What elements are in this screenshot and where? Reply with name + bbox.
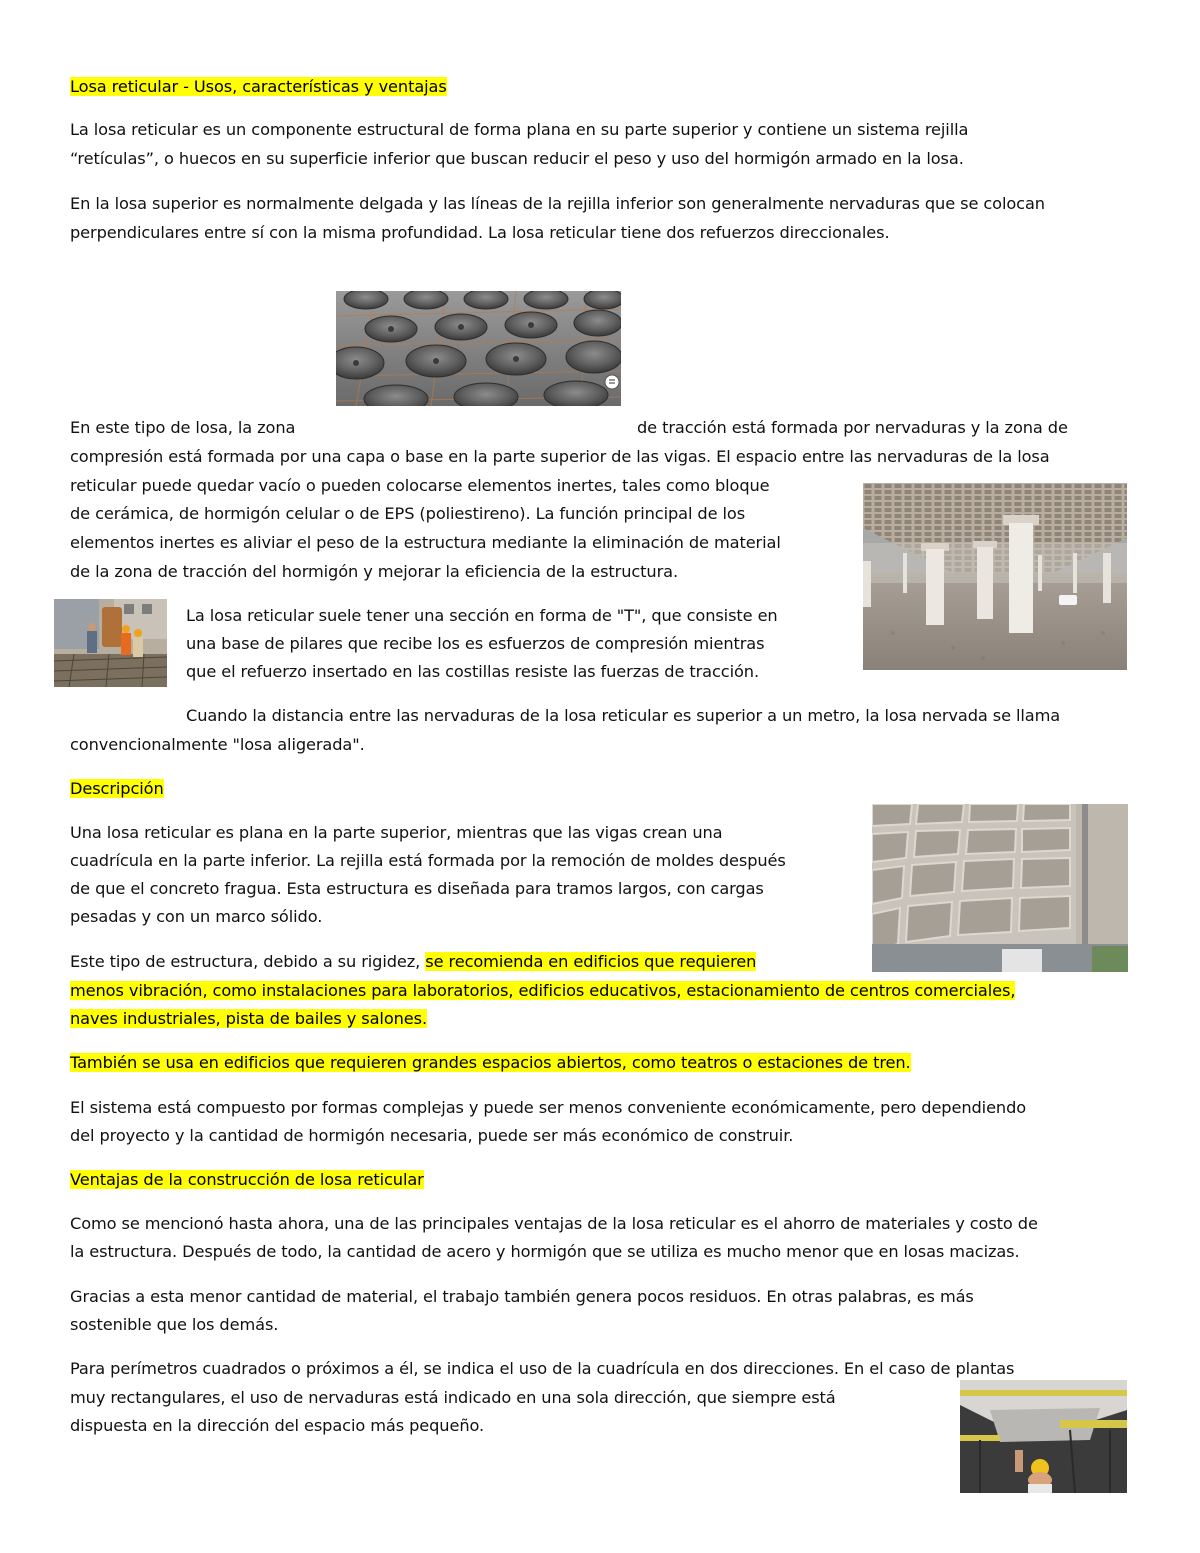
para3-line-6: de la zona de tracción del hormigón y mejorar la eficiencia de la estructura.	[70, 562, 678, 581]
sistema-line-2: del proyecto y la cantidad de hormigón necesaria, puede ser más económico de construir.	[70, 1126, 794, 1145]
para2-line-2: perpendiculares entre sí con la misma profundidad. La losa reticular tiene dos refuerzos direccionales.	[70, 223, 890, 242]
uso-line-2	[70, 976, 1015, 1005]
uso-line-1-highlight: se recomienda en edificios que requieren	[425, 952, 757, 971]
uso-line-1-plain: Este tipo de estructura, debido a su rigidez,	[70, 952, 426, 971]
uso-line-2-highlight: menos vibración, como instalaciones para laboratorios, edificios educativos, estacionamiento de centros comerciales,	[70, 981, 1016, 1000]
desc-line-4: pesadas y con un marco sólido.	[70, 907, 323, 926]
waffle-ceiling-illustration	[872, 804, 1128, 972]
ventajas3-line-1: Para perímetros cuadrados o próximos a él, se indica el uso de la cuadrícula en dos direcciones. En el caso de plantas	[70, 1359, 1015, 1378]
tambien-line	[70, 1048, 911, 1077]
domes-formwork-illustration	[336, 291, 621, 406]
waffle-slab-columns-illustration	[863, 483, 1127, 670]
para3-line-1b: de tracción está formada por nervaduras y la zona de	[637, 418, 1068, 437]
para3-line-4: de cerámica, de hormigón celular o de EPS (poliestireno). La función principal de los	[70, 504, 746, 523]
title-highlight: Losa reticular - Usos, características y ventajas	[70, 77, 447, 96]
para3-line-2: compresión está formada por una capa o base en la parte superior de las vigas. El espacio entre las nervaduras de la losa	[70, 447, 1050, 466]
para4-line-2: una base de pilares que recibe los es esfuerzos de compresión mientras	[186, 634, 765, 653]
uso-line-3	[70, 1004, 427, 1033]
construction-workers-illustration	[54, 599, 167, 687]
para3-line-1a: En este tipo de losa, la zona	[70, 418, 296, 437]
desc-line-2: cuadrícula en la parte inferior. La rejilla está formada por la remoción de moldes después	[70, 851, 786, 870]
para4-line-1: La losa reticular suele tener una sección en forma de "T", que consiste en	[186, 606, 778, 625]
domes-formwork-image	[336, 291, 621, 406]
desc-line-3: de que el concreto fragua. Esta estructura es diseñada para tramos largos, con cargas	[70, 879, 764, 898]
workers-under-slab-illustration	[960, 1380, 1127, 1493]
ventajas2-line-1: Gracias a esta menor cantidad de material, el trabajo también genera pocos residuos. En otras palabras, es más	[70, 1287, 974, 1306]
intro-line-2: “retículas”, o huecos en su superficie inferior que buscan reducir el peso y uso del hormigón armado en la losa.	[70, 149, 964, 168]
ventajas3-line-2: muy rectangulares, el uso de nervaduras está indicado en una sola dirección, que siempre está	[70, 1388, 836, 1407]
heading-ventajas	[70, 1165, 424, 1194]
para3-line-5: elementos inertes es aliviar el peso de la estructura mediante la eliminación de material	[70, 533, 781, 552]
ventajas-highlight: Ventajas de la construcción de losa reticular	[70, 1170, 424, 1189]
document-title	[70, 72, 447, 101]
uso-line-3-highlight: naves industriales, pista de bailes y salones.	[70, 1009, 428, 1028]
tambien-highlight: También se usa en edificios que requieren grandes espacios abiertos, como teatros o estaciones de tren.	[70, 1053, 911, 1072]
desc-line-1: Una losa reticular es plana en la parte superior, mientras que las vigas crean una	[70, 823, 723, 842]
construction-workers-image	[54, 599, 167, 687]
heading-descripcion	[70, 774, 164, 803]
para2-line-1: En la losa superior es normalmente delgada y las líneas de la rejilla inferior son generalmente nervaduras que se colocan	[70, 194, 1045, 213]
ventajas1-line-1: Como se mencionó hasta ahora, una de las principales ventajas de la losa reticular es el ahorro de materiales y costo de	[70, 1214, 1038, 1233]
descripcion-highlight: Descripción	[70, 779, 164, 798]
waffle-slab-columns-image	[863, 483, 1127, 670]
ventajas2-line-2: sostenible que los demás.	[70, 1315, 279, 1334]
uso-line-1	[70, 947, 756, 976]
para5-line-2: convencionalmente "losa aligerada".	[70, 735, 365, 754]
sistema-line-1: El sistema está compuesto por formas complejas y puede ser menos conveniente económicamente, pero dependiendo	[70, 1098, 1027, 1117]
ventajas3-line-3: dispuesta en la dirección del espacio más pequeño.	[70, 1416, 485, 1435]
ventajas1-line-2: la estructura. Después de todo, la cantidad de acero y hormigón que se utiliza es mucho menor que en losas macizas.	[70, 1242, 1020, 1261]
para4-line-3: que el refuerzo insertado en las costillas resiste las fuerzas de tracción.	[186, 662, 759, 681]
para3-line-3: reticular puede quedar vacío o pueden colocarse elementos inertes, tales como bloque	[70, 476, 770, 495]
para5-line-1: Cuando la distancia entre las nervaduras de la losa reticular es superior a un metro, la losa nervada se llama	[186, 706, 1061, 725]
waffle-ceiling-image	[872, 804, 1128, 972]
workers-under-slab-image	[960, 1380, 1127, 1493]
intro-line-1: La losa reticular es un componente estructural de forma plana en su parte superior y contiene un sistema rejilla	[70, 120, 969, 139]
